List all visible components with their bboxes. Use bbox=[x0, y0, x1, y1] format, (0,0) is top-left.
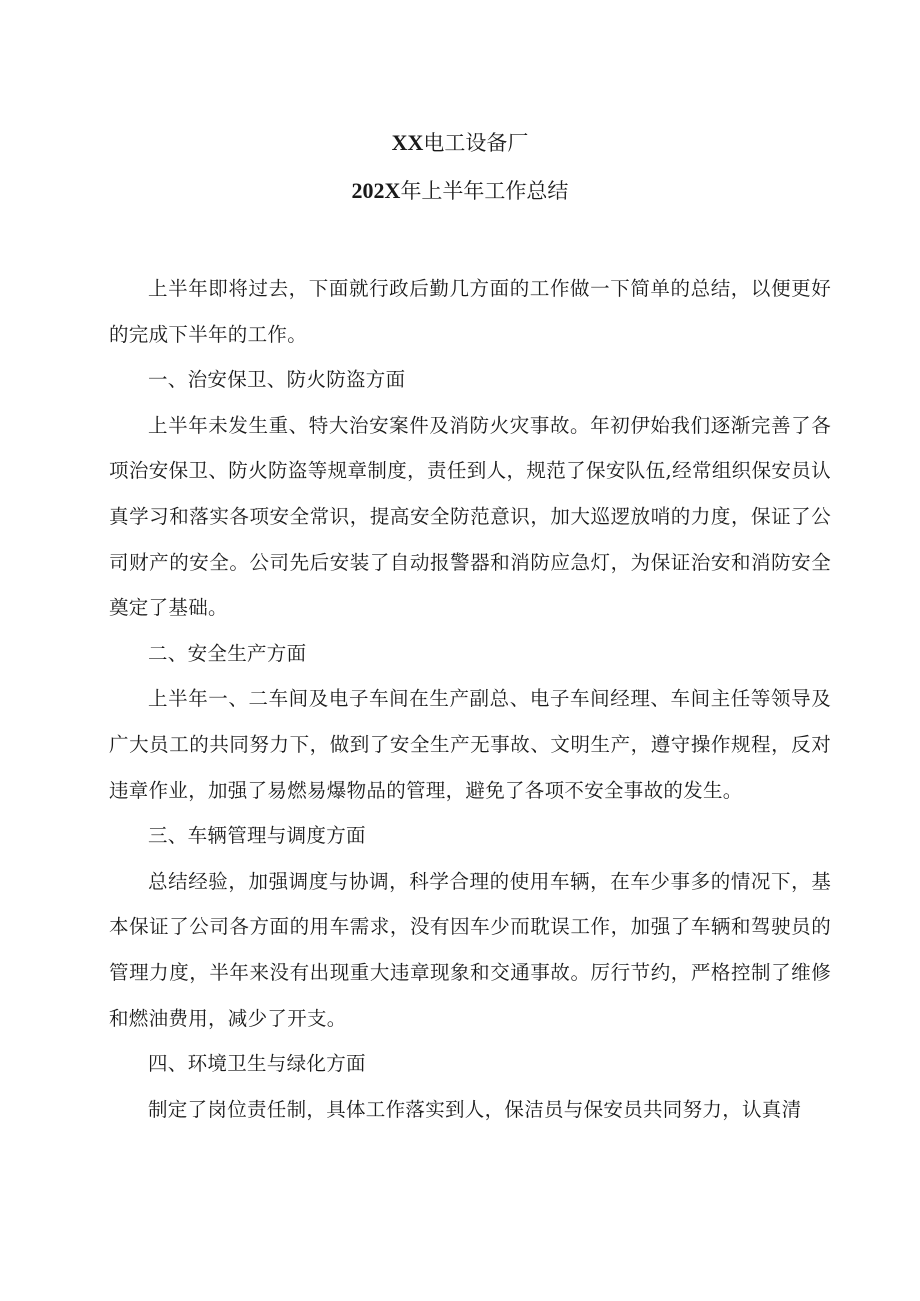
section-heading-1: 一、治安保卫、防火防盗方面 bbox=[148, 368, 406, 392]
title-prefix: XX bbox=[391, 130, 424, 155]
section-heading-4: 四、环境卫生与绿化方面 bbox=[148, 1052, 366, 1076]
section-paragraph-2: 上半年一、二车间及电子车间在生产副总、电子车间经理、车间主任等领导及广大员工的共同努力下，做到了安全生产无事故、文明生产，遵守操作规程，反对违章作业，加强了易燃易爆物品的管理，避免了各项不安全事故的发生。 bbox=[109, 687, 831, 802]
document-title bbox=[0, 128, 920, 158]
intro-paragraph: 上半年即将过去，下面就行政后勤几方面的工作做一下简单的总结，以便更好的完成下半年的工作。 bbox=[109, 277, 831, 346]
section-paragraph-4: 制定了岗位责任制，具体工作落实到人，保洁员与保安员共同努力，认真清 bbox=[148, 1097, 802, 1121]
section-heading-2: 二、安全生产方面 bbox=[148, 641, 307, 665]
document-subtitle bbox=[0, 176, 920, 206]
document-body bbox=[109, 266, 831, 1132]
section-heading-3: 三、车辆管理与调度方面 bbox=[148, 824, 366, 848]
section-paragraph-3: 总结经验，加强调度与协调，科学合理的使用车辆，在车少事多的情况下，基本保证了公司各方面的用车需求，没有因车少而耽误工作，加强了车辆和驾驶员的管理力度，半年来没有出现重大违章现象和交通事故。厉行节约，严格控制了维修和燃油费用，减少了开支。 bbox=[109, 869, 831, 1030]
title-rest: 电工设备厂 bbox=[423, 131, 529, 155]
subtitle-prefix: 202X bbox=[351, 178, 401, 203]
subtitle-rest: 年上半年工作总结 bbox=[400, 179, 569, 203]
section-paragraph-1: 上半年未发生重、特大治安案件及消防火灾事故。年初伊始我们逐渐完善了各项治安保卫、防火防盗等规章制度，责任到人，规范了保安队伍,经常组织保安员认真学习和落实各项安全常识，提高安全防范意识，加大巡逻放哨的力度，保证了公司财产的安全。公司先后安装了自动报警器和消防应急灯，为保证治安和消防安全奠定了基础。 bbox=[109, 413, 831, 620]
